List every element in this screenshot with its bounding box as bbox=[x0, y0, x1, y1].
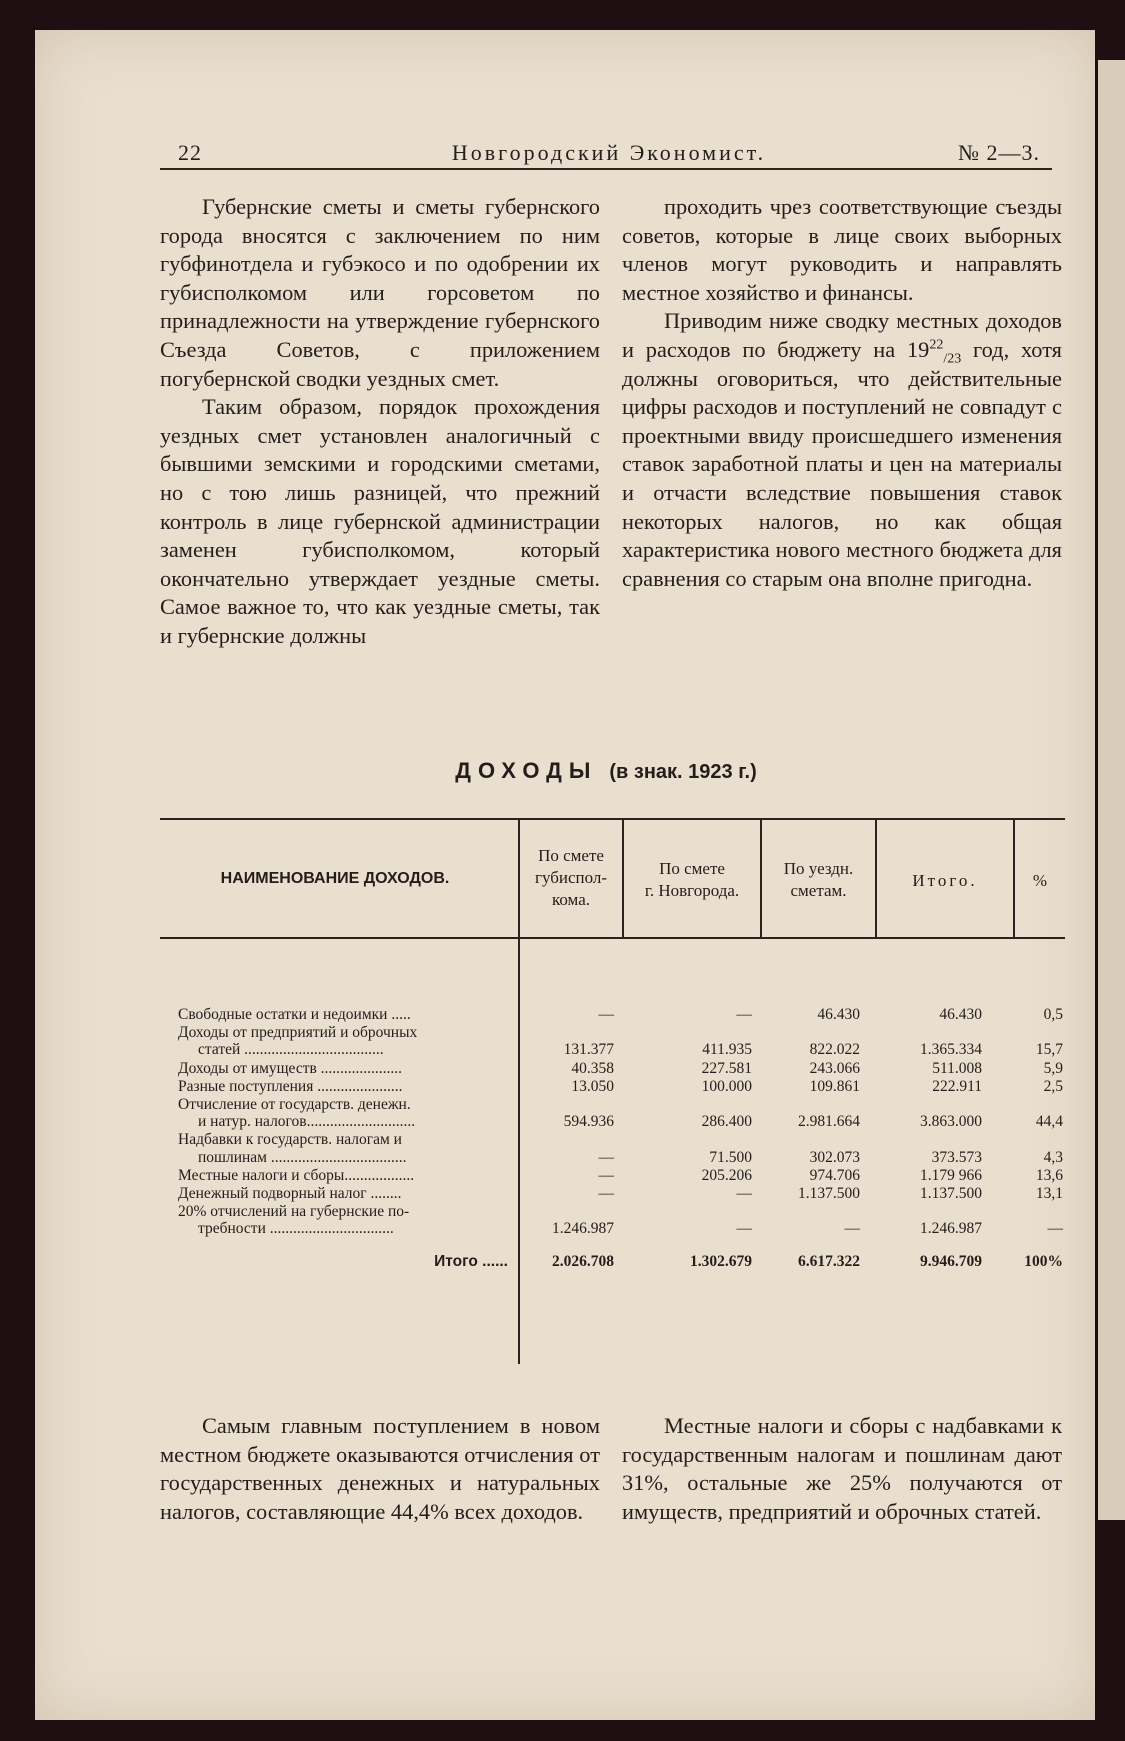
cell-uezd: 822.022 bbox=[809, 1041, 860, 1059]
col-header-uezd: По уездн. сметам. bbox=[783, 859, 854, 900]
journal-title: Новгородский Экономист. bbox=[451, 140, 767, 165]
row-label: и натур. налогов............................ bbox=[198, 1113, 416, 1131]
header-rule bbox=[160, 168, 1052, 170]
cell-gub: — bbox=[598, 1185, 614, 1202]
row-label: 20% отчислений на губернские по- bbox=[178, 1203, 410, 1221]
cell-total: 3.863.000 bbox=[920, 1113, 982, 1131]
cell-total: 222.911 bbox=[932, 1077, 982, 1095]
col-header-gubispolkom: По смете губиспол- кома. bbox=[534, 846, 608, 909]
cell-gub: 13.050 bbox=[571, 1077, 614, 1095]
cell-percent: 0,5 bbox=[1043, 1006, 1063, 1023]
total-uezd: 6.617.322 bbox=[798, 1252, 860, 1270]
cell-nov: 205.206 bbox=[701, 1166, 752, 1184]
cell-gub: 131.377 bbox=[563, 1041, 614, 1059]
row-label: статей .................................... bbox=[198, 1041, 384, 1059]
cell-percent: 13,1 bbox=[1035, 1185, 1063, 1202]
cell-total: 46.430 bbox=[939, 1006, 982, 1023]
cell-gub: 40.358 bbox=[571, 1059, 614, 1077]
cell-nov: — bbox=[736, 1185, 752, 1202]
cell-nov: 411.935 bbox=[702, 1041, 752, 1059]
total-total: 9.946.709 bbox=[920, 1252, 982, 1270]
table-header-rule bbox=[160, 937, 1065, 939]
cell-nov: 71.500 bbox=[709, 1148, 752, 1166]
cell-uezd: 302.073 bbox=[809, 1148, 860, 1166]
cell-percent: — bbox=[1047, 1220, 1063, 1238]
cell-uezd: 1.137.500 bbox=[798, 1185, 860, 1202]
col-header-novgorod: По смете г. Новгорода. bbox=[644, 859, 740, 900]
cell-percent: 4,3 bbox=[1043, 1148, 1063, 1166]
paragraph: Приводим ниже сводку местных доходов и расходов по бюджету на $19^{22}_{/23}$ год, хотя должны оговориться, что действительные цифры расходов и поступлений не совпадут с проектными ввиду происшедшего изменения ставок заработной платы и цен на материалы и отчасти вследствие повышения ставок некоторых налогов, но как общая характеристика нового местного бюджета для сравнения со старым она вполне пригодна. bbox=[622, 308, 1062, 591]
cell-gub: — bbox=[598, 1166, 614, 1184]
cell-nov: 227.581 bbox=[701, 1059, 752, 1077]
row-label: пошлинам ................................... bbox=[198, 1148, 407, 1166]
issue-number: № 2—3. bbox=[958, 140, 1040, 165]
left-column bbox=[160, 193, 600, 651]
row-label: Отчисление от государств. денежн. bbox=[178, 1096, 411, 1113]
total-gub: 2.026.708 bbox=[552, 1252, 614, 1270]
cell-nov: 286.400 bbox=[701, 1113, 752, 1131]
cell-nov: 100.000 bbox=[701, 1077, 752, 1095]
cell-gub: — bbox=[598, 1148, 614, 1166]
paragraph: Губернские сметы и сметы губернского города вносятся с заключением по ним губфинотдела и губэкосо и по одобрении их губисполкомом или горсоветом по принадлежности на утверждение губернского Съезда Советов, с приложением погубернской сводки уездных смет. bbox=[160, 194, 600, 391]
cell-uezd: 974.706 bbox=[809, 1166, 860, 1184]
cell-percent: 15,7 bbox=[1035, 1041, 1063, 1059]
cell-total: 1.179 966 bbox=[920, 1166, 982, 1184]
cell-total: 511.008 bbox=[932, 1059, 982, 1077]
row-label: Денежный подворный налог ........ bbox=[178, 1185, 402, 1202]
bottom-left-paragraph: Самым главным поступлением в новом местном бюджете оказываются отчисления от государственных денежных и натуральных налогов, составляющие 44,4% всех доходов. bbox=[160, 1413, 600, 1524]
table-top-rule bbox=[160, 818, 1065, 820]
cell-uezd: 109.861 bbox=[809, 1077, 860, 1095]
cell-gub: 594.936 bbox=[563, 1113, 614, 1131]
total-nov: 1.302.679 bbox=[690, 1252, 752, 1270]
cell-gub: — bbox=[598, 1006, 614, 1023]
cell-percent: 5,9 bbox=[1043, 1059, 1063, 1077]
cell-nov: — bbox=[736, 1006, 752, 1023]
cell-total: 1.137.500 bbox=[920, 1185, 982, 1202]
next-page-edge bbox=[1098, 60, 1125, 1520]
bottom-right-paragraph: Местные налоги и сборы с надбавками к государственным налогам и пошлинам дают 31%, остальные же 25% получаются от имуществ, предприятий и оброчных статей. bbox=[622, 1413, 1062, 1524]
right-column bbox=[622, 193, 1062, 593]
table-title: ДОХОДЫ (в знак. 1923 г.) bbox=[455, 758, 757, 783]
row-label: требности ................................ bbox=[198, 1220, 394, 1238]
row-label: Доходы от предприятий и оброчных bbox=[178, 1024, 418, 1042]
cell-total: 373.573 bbox=[931, 1148, 982, 1166]
cell-total: 1.365.334 bbox=[920, 1041, 982, 1059]
page-number: 22 bbox=[178, 140, 202, 165]
cell-uezd: — bbox=[844, 1220, 860, 1238]
row-label: Доходы от имуществ ..................... bbox=[178, 1059, 403, 1077]
cell-percent: 13,6 bbox=[1035, 1166, 1063, 1184]
running-head bbox=[178, 140, 1040, 176]
cell-uezd: 2.981.664 bbox=[798, 1113, 860, 1131]
cell-nov: — bbox=[736, 1220, 752, 1238]
total-label: Итого ...... bbox=[434, 1252, 508, 1270]
col-header-name: НАИМЕНОВАНИЕ ДОХОДОВ. bbox=[220, 870, 450, 887]
col-header-total: Итого. bbox=[912, 871, 978, 890]
cell-percent: 2,5 bbox=[1043, 1077, 1063, 1095]
row-label: Надбавки к государств. налогам и bbox=[178, 1131, 402, 1149]
row-label: Свободные остатки и недоимки ..... bbox=[178, 1006, 411, 1023]
row-label: Разные поступления ...................... bbox=[178, 1077, 403, 1095]
cell-uezd: 243.066 bbox=[809, 1059, 860, 1077]
table-subtitle: (в знак. 1923 г.) bbox=[609, 761, 757, 783]
cell-percent: 44,4 bbox=[1035, 1113, 1063, 1131]
row-label: Местные налоги и сборы.................. bbox=[178, 1166, 415, 1184]
paragraph: проходить чрез соответствующие съезды советов, которые в лице своих выборных членов могут руководить и направлять местное хозяйство и финансы. bbox=[622, 194, 1062, 305]
cell-gub: 1.246.987 bbox=[552, 1220, 614, 1238]
paragraph: Таким образом, порядок прохождения уездных смет установлен аналогичный с бывшими земскими и городскими сметами, но с тою лишь разницей, что прежний контроль в лице губернской администрации заменен губисполкомом, который окончательно утверждает уездные сметы. Самое важное то, что как уездные сметы, так и губернские должны bbox=[160, 394, 600, 648]
col-header-percent: % bbox=[1032, 871, 1048, 890]
cell-uezd: 46.430 bbox=[817, 1006, 860, 1023]
cell-total: 1.246.987 bbox=[920, 1220, 982, 1238]
total-percent: 100% bbox=[1024, 1252, 1063, 1270]
